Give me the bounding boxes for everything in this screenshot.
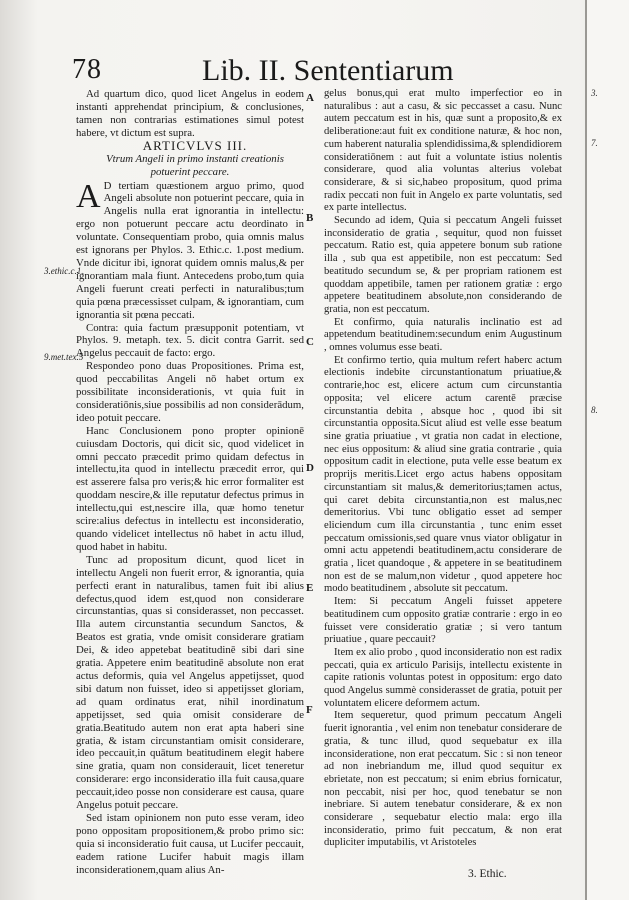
paragraph: Et confirmo, quia naturalis inclinatio est ad appetendum beatitudinem:secundum enim Augustinum , omnes volumus esse beati. [324,316,562,354]
paragraph: Item sequeretur, quod primum peccatum Angeli fuerit ignorantia , vel enim non tenebatur considerare de gratia, & tunc illud, quod sequebatur ex illa inconsideratione, non erat peccatum. Sic : si non teneor ad non inebriandum me, illud quod sequitur ex ebrietate, non est peccatum; si enim ebrius fornicatur, non peccabit, nisi per hoc, quod tenebatur se non inebriare. Si autem tenebatur considerare, & ex non considerare , sequebatur electio mala: ergo illa inconsideratio, primo fuit peccatum, & non erat dupliciter imputabilis, vt Aristoteles [324,710,562,849]
paragraph: Tunc ad propositum dicunt, quod licet in intellectu Angeli non fuerit error, & ignorantia, quia perfecti erant in naturalibus, tamen fuit ibi alius defectus,quod idem est,quod non considerare circunstantias, quas si considerasset, non peccasset. Illa autem circunstantia secundum Sanctos, & Beatos est gratia, vnde omisit considerare gratiam Dei, & ideo appetebat beatitudinē sibi dari sine gratia. Appetere enim beatitudinē absolute non erat actus deformis, quia vel Angelus appetijsset, quod sibi datum non fuisset, ideo si appetijsset gloriam, ad quam ordinatus erat, nihil inordinatum appetijsset, sed quia omisit considerare de gratia.Beatitudo autem non erat apta haberi sine gratia, & istam circunstantiam omisit considerare, ideo peccauit,in quātum beatitudinem elegit habere sine gratia, quam non considerauit, licet teneretur considerare: ergo inconsideratio illa fuit causa,quare peccauit,ideo posse non considerare est causa, quare Angelus potuit peccare. [76,553,304,812]
section-letter: C [306,336,314,348]
adjacent-margin-mark: 3. [591,88,598,98]
paragraph: Item ex alio probo , quod inconsideratio non est radix peccati, quia ex articulo Parisijs, intellectu existente in capite rationis voluntas potest in oppositum: ergo dato quod Angelus summè considerasset de gratia, potuit per voluntatem elicere deformem actum. [324,646,562,709]
article-question: Vtrum Angeli in primo instanti creationis potuerint peccare. [106,152,284,179]
paragraph-text: D tertiam quæstionem arguo primo, quod Angeli absolute non potuerint peccare, quia in Angelis nulla erat ignorantia in intellectu: ergo non potuerunt peccare actu deordinato in voluntate. Consequentiam probo, quia omnis malus est ignorans per Phylos. 3. Ethic.c. 1.post medium. Vnde dicitur ibi, ignorat quidem omnis malus,& per ignorantiam mala fiunt. Antecedens probo,tum quia Angeli fuerunt creati perfecti in naturalibus;tum quia pœna præcessisset culpam, & ignorantiam, cum ignorantia sit pœna peccati. [76,179,304,321]
section-letter: E [306,582,314,594]
paragraph: Et confirmo tertio, quia multum refert haberc actum electionis indebite circunstantionatum priuatiue,& contrarie,hoc est, elicere actum cum circunstantia opposita; vel elicere actum carentē præcise circunstantia debita , absque hoc , quod ibi sit circunstantia opposita.Sicut aliud est velle esse beatum sine gratia priuatiue , vt gratia non cadat in electione, nec eius oppositum: & aliud sine gratia contrarie , quia oppositum cadit in electione, puta velle esse beatum ex proprijs meritis.Licet ergo actus habens oppositam circunstantiam sit malus,& demeritorius;tamen actus, qui caret debita circunstantia,non est malus,nec demeritorius. Vbi tunc obligatio esset ad semper eliciendum cum illa circunstantia , tunc enim esset peccatum omissionis,sed quare vnus viator obligatur in omni actu appetendi beatitudinem,actu considerare de gratia , licet quandoque , & appetere in se beatitudinem non est de se malum,non videtur , quod appetere hoc modo beatitudinem , absolute sit peccatum. [324,354,562,595]
article-heading: ARTICVLVS III. [142,137,248,153]
margin-note: 9.met.tex.5 [44,352,84,362]
adjacent-margin-mark: 7. [591,138,598,148]
paragraph [76,177,304,322]
paragraph: Hanc Conclusionem pono propter opinionē cuiusdam Doctoris, qui dicit sic, quod videlicet in omni peccato præcedit primo quidam defectus in intellectu,ita quod in intellectu præcedit error, qui est asserere falsa pro veris;& hic error formaliter est quoddam nescire,& ille reputatur defectus primus in intellectu,qui est,nescire illa, quæ homo tenetur scire:alius defectus in intellectu est inconsideratio, quando videlicet intellectus nō habet in actu illud, quod habet in habitu. [76,424,304,553]
running-title: Lib. II. Sententiarum [202,54,454,87]
adjacent-margin-mark: 8. [591,405,598,415]
paragraph: Item: Si peccatum Angeli fuisset appetere beatitudinem cum opposito gratiæ contrarie : ergo in eo fuisset vere consideratio gratiæ ; si vero tantum priuatiue , quare peccauit? [324,596,562,646]
left-column [76,88,304,876]
page-number: 78 [72,54,102,85]
section-letter: D [306,462,314,474]
right-column [324,88,562,850]
margin-note: 3.ethic.c.1. [44,266,84,276]
section-letter: B [306,212,314,224]
page-header [72,52,572,92]
section-letter: A [306,92,314,104]
intro-paragraph: Ad quartum dico, quod licet Angelus in eodem instanti apprehendat principium, & conclusiones, tamen non contrarias estimationes simul potest habere, vt dictum est supra. [76,88,304,139]
drop-cap: A [76,177,101,215]
paragraph: Contra: quia factum præsupponit potentiam, vt Phylos. 9. metaph. tex. 5. dicit contra Garrit. sed Angelus peccauit de facto: ergo. [76,321,304,360]
paragraph: Sed istam opinionem non puto esse veram, ideo pono oppositam propositionem,& probo primo sic: quia si inconsideratio fuit causa, ut Lucifer peccauit, eadem ratione Lucifer habuit magis illam inconsiderationem,quam alius An- [76,811,304,876]
paragraph: Secundo ad idem, Quia si peccatum Angeli fuisset inconsideratio de gratia , sequitur, quod non fuisset peccatum. Ratio est, quia appetere bonum sub ratione illa , sub qua est appetibile, non est peccatum: Sed beatitudo secundum se, & per propriam rationem est quoddam appetibile, tamen per rationem gratiæ : ergo appetere beatitudinem absolute,non considerando de gratia, non est peccatum. [324,215,562,315]
adjacent-page-edge [585,0,629,900]
paragraph: gelus bonus,qui erat multo imperfectior eo in naturalibus : aut a casu, & sic peccasset a casu. Nunc autem peccatum est in his, quæ sunt a proposito,& ex deliberatione:aut fuit ex conditione naturæ, & hoc non, cum haberent naturalia splendidissima,& splendidiorem consideratiōnem : aut fuit a voluntate istius nolentis considerare, quod alia voluntas alterius volebat considerare, & si sic,habeo propositum, quod prima radix peccati non fuit in Angelo ex parte voluntatis, sed ex parte intellectus. [324,88,562,214]
section-letter: F [306,704,313,716]
paragraph: Respondeo pono duas Propositiones. Prima est, quod peccabilitas Angeli nō habet ortum ex possibilitate inconsiderationis, vt quia fuit in consideratiōnis,siue possibilis ad non considerādum, ideo potuit peccare. [76,360,304,424]
catchword: 3. Ethic. [468,868,507,880]
